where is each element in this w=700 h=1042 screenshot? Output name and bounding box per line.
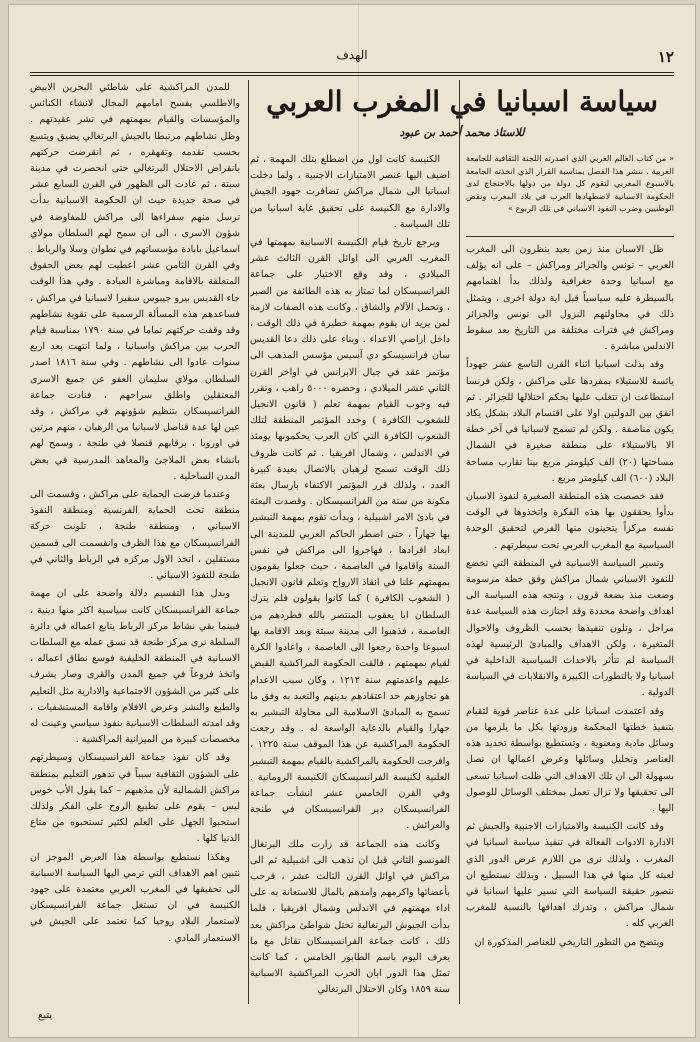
paragraph: وقد كانت الكنيسة والامتيازات الاجنبية والجيش ثم الادارة الادوات الفعالة في تنفيذ سياسة اسبانيا في المغرب ، ولذلك نرى من اللازم عرض الدور الذي لعبته كل منها في هذا السبيل ، وبذلك نستطيع ان نتصور حقيقة السياسة التي تسير عليها اسبانيا في شمال مراكش ، وتدرك اهدافها بالنسبة للمغرب العربي كله .: [466, 821, 674, 930]
page-footer: [8, 1010, 696, 1030]
continued-note: يتبع: [38, 1010, 53, 1021]
paragraph: وقد اعتمدت اسبانيا على عدة عناصر قوية لتقيام بتنفيذ خطتها المحكمة وزودتها بكل ما يلزمها من وسائل مادية ومعنوية ، وتستطيع بواسطة تحديد هذه العناصر وتحليل وسائلها وعرض اعمالها ان نصل بسهولة الى ان تلك الاهداف التي ظلت اسبانيا تسعى الى تحقيقها ولا تزال تعمل بمختلف الوسائل للوصول اليها .: [466, 705, 674, 814]
paragraph: وكانت هذه الجماعة قد زارت ملك البرتغال الفونسو الثاني قبل ان تذهب الى اشبيلية ثم الى مراكش في اوائل القرن الثالث عشر ، فرحب بأعضائها واكرمهم وامدهم بالمال للاستعانة به على اداء مهمتهم في الاندلس وشمال افريقيا ، فلما بدأت الجيوش البرتغالية تحتل شواطئ مراكش بعد ذلك ، كانت جماعة الفرانسيسكان تقاتل مع ما يعرف اليوم باسم الطابور الخامس ، كما كانت تمثل هذا الدور ابان الحرب المراكشية الاسبانية سنة ١٨٥٩ وكان الاحتلال البرتغالي: [250, 838, 450, 996]
paragraph: وتسير السياسة الاسبانية في المنطقة التي تخضع للنفوذ الاسباني شمال مراكش وفق خطة مرسومة وضعت منذ بضعة قرون ، وتتجه هذه السياسة الى اهداف واضحة محددة وقد اجتازت هذه السياسة عدة مراحل ، وتلون تنفيذها بحسب الظروف والاحوال المتغيرة ، ولكن الاهداف والمبادئ الرئيسية لهذه السياسة لم تتأثر بالاحداث السياسية الداخلية في اسبانيا ولا بالتطورات الكبيرة والانقلابات في السياسة الدولية .: [466, 557, 674, 699]
article-abstract: « من كتاب العالم العربي الذي اصدرته اللجنة الثقافية للجامعة العربية . ننشر هذا الفصل بمناسبة القرار الذي اتخذته الجامعة بالاسبوع المغربي لتقوم كل دولة من دولها بالاحتجاج لدى الحكومة الاسبانية لاضطهادها العرب في بلاد المغرب ونقض الوطنيين وضرب النفوذ الاسباني في تلك الربوع »: [466, 152, 674, 237]
column-right: [466, 242, 674, 1004]
paragraph: ظل الاسبان منذ زمن بعيد ينظرون الى المغرب العربي – تونس والجزائر ومراكش – على انه يؤلف مع اسبانيا وحدة جغرافية ولذلك بدأ اهتمامهم بالسيطرة عليه سياسياً قبل اية دولة اخرى ، ويتمثل ذلك في محاولتهم النزول الى تونس والجزائر ومراكش في فترات مختلفة من التاريخ بعد سقوط الاندلس مباشرة .: [466, 244, 674, 353]
journal-name: الهدف: [336, 48, 368, 62]
header-rule: [30, 72, 674, 73]
paragraph: ويرجع تاريخ قيام الكنيسة الاسبانية بمهمتها في المغرب العربي الى اوائل القرن الثالث عشر الميلادي ، وقد وقع الاختيار على جماعة الفرانسيسكان لما تمتاز به هذه الطائفة من الصبر ، وتحمل الآلام والشاق ، وكانت هذه الصفات لازمة لمن يريد ان يقوم بمهمة خطيرة في ذلك الوقت ، داخل اراضي الاعداء . وبناء على ذلك دعا القديس سان فرانسيسكو دي آسيس مؤسس المذهب الى مؤتمر عقد في جبال الابرانس في اواخر القرن الثاني عشر الميلادي ، وحضره ٥٠٠٠ راهب ، وتقرر فيه وجوب القيام بمهمة تعلم ( قانون الانجيل للشعوب الكافرة ) وحدد المؤتمر المنطقة لتلك الشعوب الكافرة التي كان العرب يحكمونها يومئذ في الاندلس ، وشمال افريقيا . ثم كانت ظروف ذلك الوقت تسمح لرهبان بالاتصال بعيدة كبيرة العدد ، ولذلك قرر المؤتمر الاكتفاء بارسال بعثة مكونة من ستة من الفرانسيسكان . وقصدت البعثة في بادئ الامر اشبيلية ، وبدأت تقوم بمهمة التبشير بها جهاراً ، حتى اضطر الحاكم العربي للمدينة الى ابعاد افرادها ، فهاجروا الى مراكش في نفس السنة واقاموا في العاصمة ، حيث جعلوا يقومون بمهمتهم علنا في انقاذ الارواح وتعلم قانون الانجيل ( الشعوب الكافرة ) كما كانوا يقولون فلم يترك السلطان ابا يعقوب المنتصر بالله فطردهم من العاصمة ، فذهبوا الى مدينة سبتة وبعد الاقامة بها اسبوعا واحدة رجعوا الى العاصمة ، واعادوا الكرة لقيام بمهمتهم ، فالقت الحكومة المراكشية القبض عليهم واعدمتهم سنة ١٢١٢ ، وكان سبب الاعدام هو تجاوزهم حد اعتقادهم بدينهم والتعبد به وفق ما تسمح به المبادئ الاسلامية الى محاولة التبشير به جهارا والقيام بالدعاية الواسعة له . وقد رجعت الحكومة المراكشية عن هذا الموقف سنة ١٢٢٥ ، وافرجت الحكومة بالمراكشية بالقيام بمهمة التبشير العلنية لكنيسة الفرانسيسكان الكنيسة الرومانية . وفي القرن الخامس عشر انشأت جماعة الفرانسيسكان دير الفرانسيسكان في طنجة والعرائش .: [250, 237, 450, 832]
paragraph: وقد كان نفوذ جماعة الفرانسيسكان وسيطرتهم على الشؤون الثقافية سبباً في تدهور التعليم بمنطقة مراكش الشمالية لأن مذهبهم – كما يقول الأب خوس ليس – يقوم على تطبيع الروح على الفكر ولذلك استحبوا الجهل على العلم لكثير تستحبوه من متاع الدنيا كلها .: [30, 752, 240, 845]
page-header: [30, 48, 674, 70]
newspaper-page: [8, 4, 696, 1038]
article-title: سياسة اسبانيا في المغرب العربي: [266, 85, 658, 118]
column-divider: [248, 80, 249, 1004]
paragraph: ويتضح من التطور التاريخي للعناصر المذكورة ان: [474, 936, 664, 948]
column-divider: [459, 80, 460, 1004]
paragraph: وعندما فرضت الحماية على مراكش ، وقسمت الى منطقة تحت الحماية الفرنسية ومنطقة النفوذ الاسباني ، ومنطقة طنجة ، تلونت حركة الفرانسيسكان مع هذا الظرف وانقسمت الى قسمين مستقلين ، اتخذ الاول مركزه في الرباط والثاني في طنجة للنفوذ الاسباني .: [30, 489, 240, 582]
paragraph: وهكذا نستطيع بواسطة هذا العرض الموجز ان نتبين اهم الاهداف التي ترمي اليها السياسة الاسبانية الى تحقيقها في المغرب العربي معتمدة على جهود الكنيسة في ان تستغل جماعة الفرانسيسكان لاستعمار البلاد روحيا كما تعتمد على الجيش في الاستعمار المادي .: [30, 851, 240, 944]
column-left: [30, 80, 240, 1004]
paragraph: الكنيسة كانت اول من اضطلع بتلك المهمة ، ثم اضيف اليها عنصر الامتيازات الاجنبية ، ولما دخلت اسبانيا الى شمال مراكش تضافرت جهود الجيش والادارة مع الكنيسة على تحقيق غاية اسبانيا من تلك السياسة .: [250, 154, 450, 230]
page-number: ١٢: [657, 48, 674, 66]
article-author: للاستاذ محمد أحمد بن عبود: [399, 126, 525, 139]
paragraph: فقد خصصت هذه المنطقة الصغيرة لنفوذ الاسبان بدأوا يحققون بها هذه الفكرة واتخذوها في الوقت نفسه مركزاً يتحينون منها الفرص لتحقيق الوحدة السياسية مع المغرب العربي تحت سيطرتهم .: [466, 491, 674, 551]
header-rule-secondary: [30, 75, 674, 76]
paragraph: وبدل هذا التقسيم دلالة واضحة على ان مهمة جماعة الفرانسيسكان كانت سياسية اكثر منها دينية ، فبينما بقي نشاط مركز الرباط يتابع اعماله في دائرة السلطة نرى مركز طنجة قد نسق عمله مع السلطات الاسبانية في المنطقة الخليفية فوسع نطاق اعماله ، واتخذ فروعاً في جميع المدن والقرى وصار يشرف على كثير من الشؤون الاجتماعية والادارية مثل التعليم والطبع والنشر وعرض الافلام واقامة المستشفيات ، وقد امدته السلطات الاسبانية بنفوذ سياسي وعينت له مخصصات كبيرة من الميزانية المراكشية .: [30, 588, 240, 746]
paragraph: وقد بذلت اسبانيا اثناء القرن التاسع عشر جهوداً يائسة للاستيلاء بمفردها على مراكش ، ولكن فرنسا استطاعت ان تتغلب عليها بحكم احتلالها للجزائر . ثم اتفق بين الدولتين اولا على اقتسام البلاد بشكل يكاد يكون مناصفة . ولكن لم تسمح لاسبانيا في آخر خطة الا بالاستيلاء على منطقة صغيرة في الشمال مساحتها (٢٠) الف كيلومتر مربع بينا تقارب مساحة البلاد (٦٠٠) الف كيلومتر مربع .: [466, 359, 674, 484]
paragraph: للمدن المراكشية على شاطئي البحرين الابيض والاطلسي يفسح امامهم المجال لانشاء الكنائس والمؤسسات والقيام بمهمتهم في نشر عقيدتهم . وظل نشاطهم مرتبطا بالجيش البرتغالي يضيق ويتسع بحسب تقدمه وتقهقره ، ثم انقرضت حركتهم بانقراض الاحتلال البرتغالي حتى انحصرت في مدينة سبتة ، ثم عادت الى الظهور في القرن السابع عشر في صحة جديدة حيث ان الحكومة الاسبانية بدأت ترسل منهم سفراءها الى مراكش للمفاوضة في شؤون الاسرى ، الى ان سمح لهم السلطان مولاي اسماعيل بابادة مؤسساتهم في تطوان وسلا والرباط . وفي القرن الثامن عشر اعطيت لهم بعض الحقوق المتعلقة بالاقامة ومباشرة العبادة . وفي هذا الوقت جاء القديس بيرو جيبوس سفيرا لاسبانيا في مراكش ، فساعدهم هذه المسألة الرسمية على تقوية نشاطهم وقد وقفت حركتهم تماما في سنة ١٧٩٠ بمناسبة قيام الحرب بين مراكش واسبانيا ، ولما انتهت بعد اربع سنوات عادوا الى نشاطهم . وفي سنة ١٨١٦ اصدر السلطان مولاي سليمان العفو عن جميع الاسرى المعتقلين واطلق سراحهم ، فنادت جماعة الفرانسيسكان بتنظيم شؤونهم في مراكش ، وقد عين لها عدة قناصل لاسبانيا من الرهبان ، منهم مرتين في اوروبا ، برقابهم قنصلا في طنجة ، وسمح لهم بانشاء بعض الملاجئ والمعاهد المدرسية في بعض المدن الساحلية .: [30, 82, 240, 482]
column-middle: [250, 152, 450, 1004]
